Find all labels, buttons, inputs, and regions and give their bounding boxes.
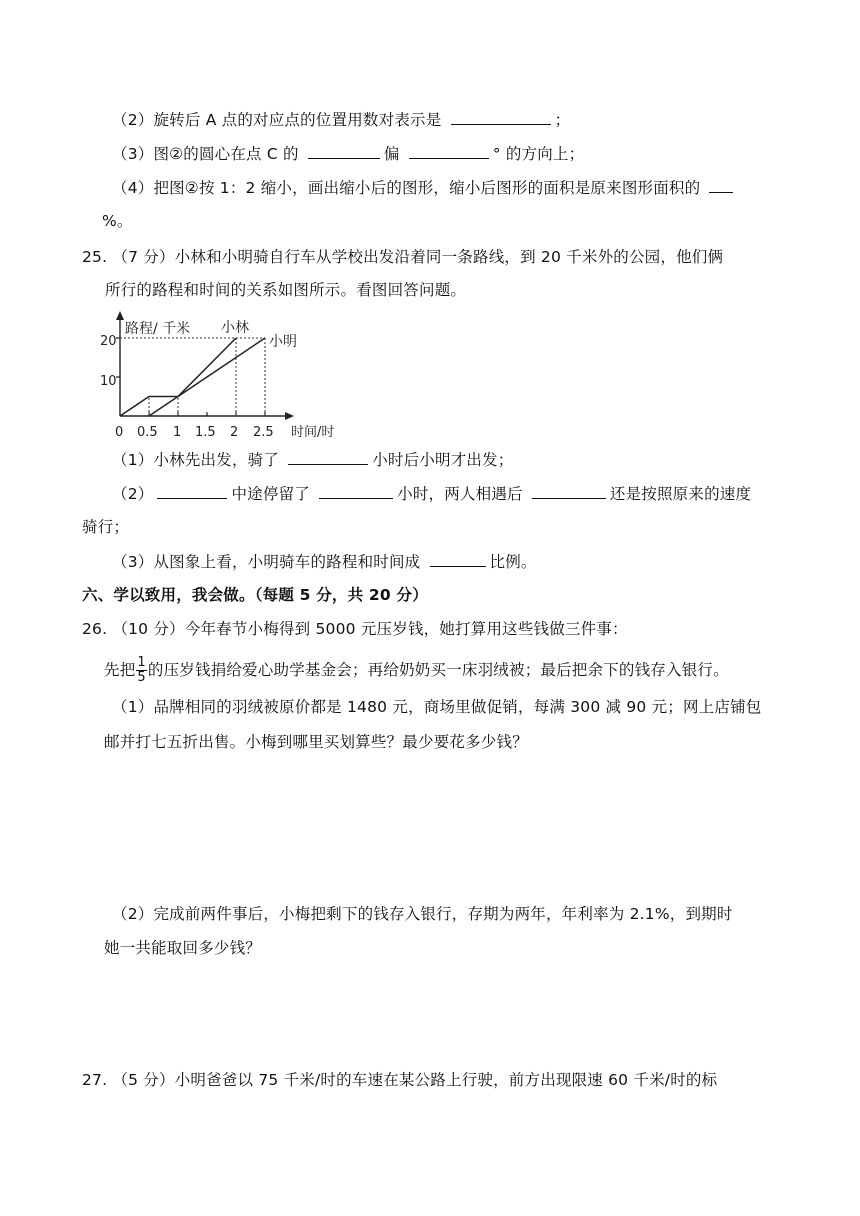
q26-stem: 26. （10 分）今年春节小梅得到 5000 元压岁钱，她打算用这些钱做三件事： (82, 620, 628, 638)
q24-part4-cont: %。 (102, 212, 133, 230)
distance-time-graph (100, 306, 352, 440)
answer-blank[interactable] (157, 482, 227, 499)
answer-blank[interactable] (451, 108, 551, 125)
series-line-xiaolin (120, 338, 236, 416)
q26-part2-line1: （2）完成前两件事后，小梅把剩下的钱存入银行，存期为两年，年利率为 2.1%，到期时 (112, 905, 733, 923)
q26-line2: 先把 $\frac{1}{5}$ 的压岁钱捐给爱心助学基金会；再给奶奶买一床羽绒被；最后把余下的钱存入银行。 (104, 655, 729, 685)
x-tick-label-1: 1 (173, 425, 182, 440)
fraction-one-fifth: $\frac{1}{5}$ (137, 655, 146, 685)
x-tick-label-2: 2 (230, 425, 239, 440)
series-label-xiaolin: 小林 (221, 320, 249, 336)
y-axis-label: 路程/ 千米 (125, 321, 191, 337)
q26-part2-line2: 她一共能取回多少钱？ (104, 939, 262, 957)
answer-blank[interactable] (532, 482, 606, 499)
answer-blank[interactable] (288, 448, 368, 465)
y-axis-arrow-icon (116, 311, 124, 320)
y-tick-label-10: 10 (100, 374, 117, 389)
q25-stem-line1: 25. （7 分）小林和小明骑自行车从学校出发沿着同一条路线，到 20 千米外的公园，他们俩 (82, 248, 724, 266)
x-tick-label-0-5: 0.5 (137, 425, 158, 440)
q25-part2: （2） 中途停留了 小时，两人相遇后 还是按照原来的速度 (112, 482, 751, 505)
answer-blank[interactable] (709, 176, 733, 193)
q26-part1-line1: （1）品牌相同的羽绒被原价都是 1480 元，商场里做促销，每满 300 减 90 元；网上店铺包 (112, 698, 762, 716)
x-tick-label-1-5: 1.5 (195, 425, 216, 440)
q27-stem: 27. （5 分）小明爸爸以 75 千米/时的车速在某公路上行驶，前方出现限速 60 千米/时的标 (82, 1071, 718, 1089)
question-number: 27. (82, 1071, 108, 1089)
section-heading: 六、学以致用，我会做。（每题 5 分，共 20 分） (82, 586, 428, 604)
q25-part1: （1）小林先出发，骑了 小时后小明才出发； (112, 448, 514, 471)
y-tick-label-20: 20 (100, 334, 117, 349)
answer-blank[interactable] (319, 482, 393, 499)
q24-part2: （2）旋转后 A 点的对应点的位置用数对表示是 ； (112, 108, 570, 131)
q25-part3: （3）从图象上看，小明骑车的路程和时间成 比例。 (112, 550, 537, 573)
x-axis-label: 时间/时 (291, 425, 335, 440)
answer-blank[interactable] (308, 142, 380, 159)
answer-blank[interactable] (409, 142, 489, 159)
q26-part1-line2: 邮并打七五折出售。小梅到哪里买划算些？最少要花多少钱？ (104, 733, 528, 751)
series-line-xiaoming (149, 338, 265, 416)
q24-part4: （4）把图②按 1：2 缩小，画出缩小后的图形，缩小后图形的面积是原来图形面积的 (112, 176, 737, 199)
series-label-xiaoming: 小明 (269, 334, 297, 350)
q25-stem-line2: 所行的路程和时间的关系如图所示。看图回答问题。 (105, 281, 467, 299)
x-tick-label-0: 0 (115, 425, 124, 440)
question-number: 25. (82, 248, 108, 266)
question-number: 26. (82, 620, 108, 638)
q25-part2-cont: 骑行； (82, 518, 130, 536)
x-tick-label-2-5: 2.5 (253, 425, 274, 440)
answer-blank[interactable] (430, 550, 486, 567)
q24-part3: （3）图②的圆心在点 C 的 偏 ° 的方向上； (112, 142, 584, 165)
x-axis-arrow-icon (285, 412, 294, 420)
